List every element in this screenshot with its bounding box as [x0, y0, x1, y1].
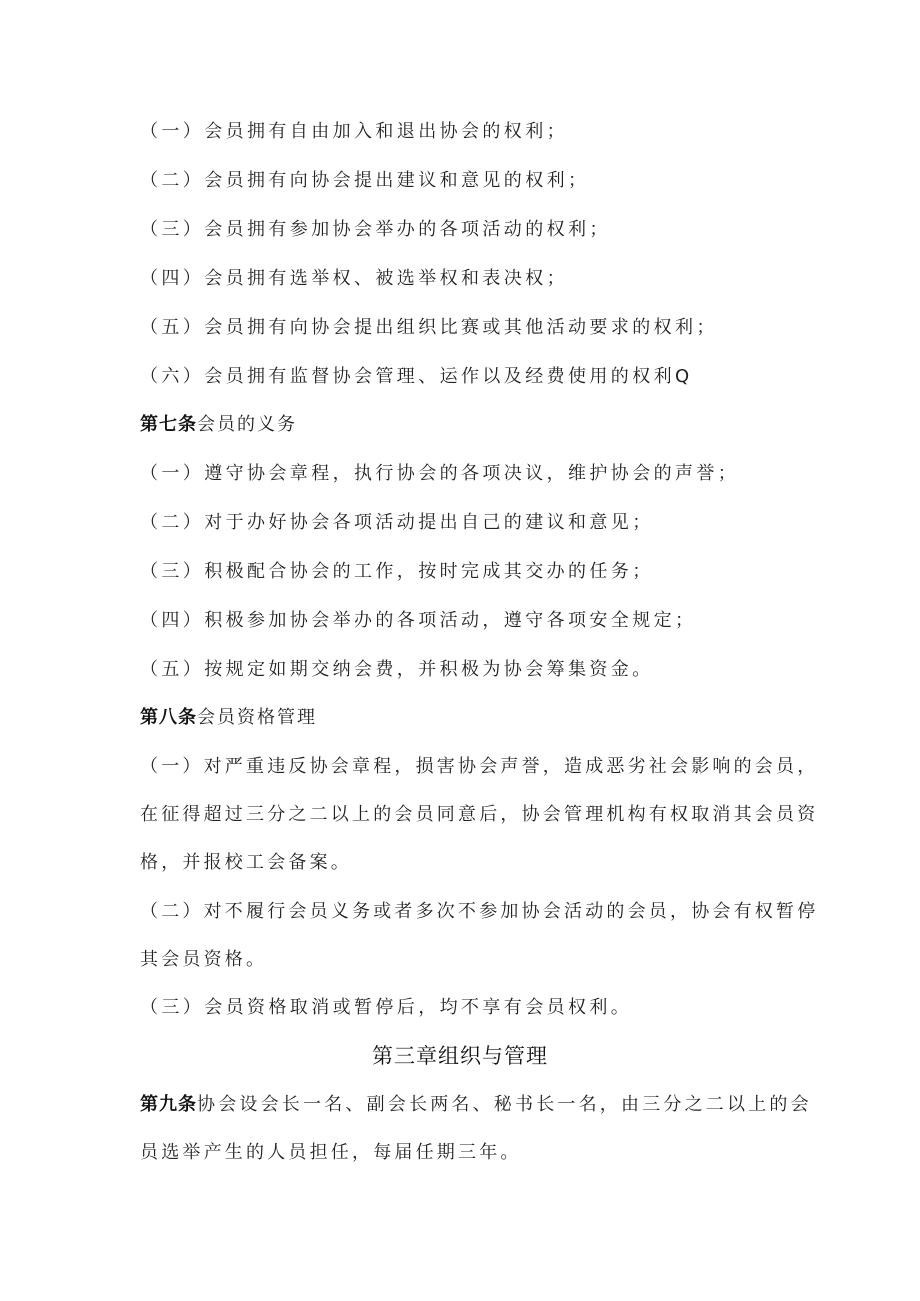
article7-item-4: （四）积极参加协会举办的各项活动，遵守各项安全规定；	[140, 610, 697, 631]
article7-item-1: （一）遵守协会章程，执行协会的各项决议，维护协会的声誉；	[140, 463, 740, 484]
article7-item-2: （二）对于办好协会各项活动提出自己的建议和意见；	[140, 512, 654, 533]
article8-title: 会员资格管理	[197, 707, 317, 728]
article9-line-2: 员选举产生的人员担任，每届任期三年。	[140, 1142, 522, 1163]
article7-heading	[140, 413, 800, 437]
article8-item-1-line-2: 在征得超过三分之二以上的会员同意后，协会管理机构有权取消其会员资	[140, 804, 819, 825]
article9-number: 第九条	[140, 1094, 197, 1115]
article6-item-5: （五）会员拥有向协会提出组织比赛或其他活动要求的权利；	[140, 317, 718, 338]
article7-number: 第七条	[140, 414, 197, 435]
article6-item-6: （六）会员拥有监督协会管理、运作以及经费使用的权利Q	[140, 366, 693, 387]
article7-item-5: （五）按规定如期交纳会费，并积极为协会筹集资金。	[140, 659, 654, 680]
article8-item-3: （三）会员资格取消或暂停后，均不享有会员权利。	[140, 997, 633, 1018]
article8-item-2-line-1: （二）对不履行会员义务或者多次不参加协会活动的会员，协会有权暂停	[140, 901, 819, 922]
article6-item-2: （二）会员拥有向协会提出建议和意见的权利；	[140, 170, 590, 191]
article7-title: 会员的义务	[197, 414, 297, 435]
article8-number: 第八条	[140, 707, 197, 728]
chapter3-title: 第三章组织与管理	[372, 1044, 548, 1068]
article6-item-3: （三）会员拥有参加协会举办的各项活动的权利；	[140, 219, 611, 240]
article8-item-1-line-1: （一）对严重违反协会章程，损害协会声誉，造成恶劣社会影响的会员，	[140, 756, 819, 777]
article7-item-3: （三）积极配合协会的工作，按时完成其交办的任务；	[140, 561, 654, 582]
article8-item-1-line-3: 格，并报校工会备案。	[140, 852, 352, 873]
article9-text-1: 协会设会长一名、副会长两名、秘书长一名，由三分之二以上的会	[197, 1094, 812, 1115]
article9-line-1	[140, 1093, 812, 1117]
article6-item-4: （四）会员拥有选举权、被选举权和表决权；	[140, 268, 568, 289]
article8-heading	[140, 706, 800, 730]
article6-item-1: （一）会员拥有自由加入和退出协会的权利；	[140, 121, 568, 142]
article8-item-2-line-2: 其会员资格。	[140, 949, 268, 970]
